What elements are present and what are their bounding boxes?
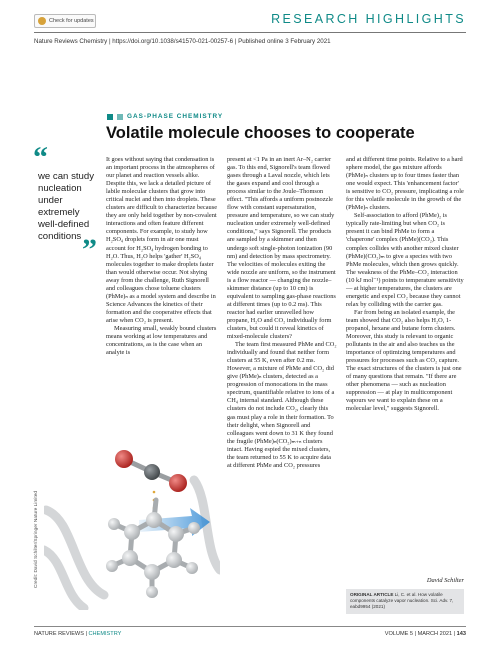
badge-label: Check for updates: [49, 18, 94, 24]
footer-journal-right: CHEMISTRY: [88, 631, 122, 637]
carbon-atom: [168, 526, 184, 542]
category-marker-icon: [117, 114, 123, 120]
body-column-3: [346, 156, 464, 414]
footer-rule: [34, 626, 466, 627]
image-credit-text: Credit: David Schilter/Springer Nature Limited: [34, 490, 39, 588]
molecule-illustration: [44, 420, 220, 610]
hydrogen-atom: [186, 562, 198, 574]
author-name: David Schilter: [426, 577, 464, 584]
footer-page-info: [385, 631, 466, 637]
paragraph: Far from being an isolated example, the team showed that CO₂ also helps H₂O, 1-propanol, hexane and butane form clusters. Moreover, this study is relevant to organic pollutants in the air and also teaches us the importance of optimizing temperatures and pressures for processes such as CO₂ capture. The exact structures of the clusters is just one of many questions that remain. "If there are other phenomena — such as nucleation suppression — at play in multicomponent vapours we want to explain these on a molecular level," suggests Signorell.: [346, 308, 462, 413]
footer-journal: [34, 631, 121, 637]
original-article-ref[interactable]: Li, C. et al. How volatile components catalyze vapor nucleation. Sci. Adv. 7, eabd9954 (2021): [350, 592, 454, 609]
footer-journal-left: NATURE REVIEWS: [34, 631, 84, 637]
header-rule: [34, 32, 466, 33]
original-article-box: [346, 589, 464, 614]
category-marker-icon: [107, 114, 113, 120]
pull-quote: we can study nucleation under extremely well-defined conditions: [38, 171, 94, 242]
section-header: RESEARCH HIGHLIGHTS: [271, 12, 466, 26]
carbon-atom: [144, 464, 160, 480]
footer-separator: |: [85, 631, 89, 637]
carbon-atom: [166, 552, 182, 568]
original-article-label: ORIGINAL ARTICLE: [350, 592, 394, 597]
category-label: [107, 113, 223, 120]
hydrogen-atom: [188, 522, 200, 534]
carbon-atom: [124, 524, 140, 540]
body-column-1: [106, 156, 218, 357]
paragraph: Self-association to afford (PhMe)₂ is typically rate-limiting but when CO₂ is present it can bind PhMe to form a 'chaperone' complex (PhMe)(CO₂). This complex collides with another mixed cluster (PhMe)(CO₂)ₘ to give a species with two PhMe molecules, which then grows quickly. The weakness of the PhMe–CO₂ interaction (10 kJ mol⁻¹) points to temperature sensitivity — at higher temperatures, the clusters are energetic and expel CO₂ because they cannot relax by colliding with the carrier gas.: [346, 212, 464, 308]
close-quote-icon: ”: [82, 233, 97, 266]
flow-line: [46, 510, 104, 595]
hydrogen-atom: [106, 560, 118, 572]
image-credit: [34, 468, 42, 588]
body-column-2: [227, 156, 337, 470]
category-text: GAS-PHASE CHEMISTRY: [127, 113, 224, 120]
carbon-atom: [146, 512, 162, 528]
check-for-updates-badge[interactable]: [34, 14, 96, 28]
paragraph: It goes without saying that condensation is an important process in the atmospheres of our planet and reaction vessels alike. Despite this, we lack a detailed picture of labile molecular clusters that grow into critical nuclei and then into droplets. These clusters are difficult to characterize because they are only held together by non-covalent interactions and often feature different components. For example, to study how H₂SO₄ droplets form in air one must account for H₂SO₄ hydrogen bonding to H₂O. Thus, H₂O helps 'gather' H₂SO₄ molecules together to make droplets faster than would otherwise occur. Not shying away from the challenge, Ruth Signorell and colleagues chose toluene clusters (PhMe)ₙ as a model system and describe in Science Advances the kinetics of their formation and the cooperative effects that arise when CO₂ is present.: [106, 156, 218, 324]
paragraph: and at different time points. Relative to a hard sphere model, the gas mixture affords (PhMe)ₙ clusters up to four times faster than one would expect. This 'enhancement factor' is sensitive to CO₂ pressure, implicating a role for this volatile molecule in the growth of the (PhMe)ₙ clusters.: [346, 156, 464, 212]
paragraph: present at <1 Pa in an inert Ar–N₂ carrier gas. To this end, Signorell's team flowed gases through a Laval nozzle, which lets the gases expand and cool through a process similar to the Joule–Thomson effect. "This affords a uniform postnozzle flow with constant supersaturation, pressure and temperature, so we can study nucleation under extremely well-defined conditions," says Signorell. The products are sampled by a skimmer and then undergo soft single-photon ionization (90 nm) and detection by mass spectrometry. The velocities of molecules exiting the wide nozzle are uniform, so the instrument is a flow reactor — changing the nozzle–skimmer distance (up to 10 cm) is equivalent to sampling gas-phase reactions at different times (up to 0.2 ms). This reactor had earlier unravelled how propane, H₂O and CO₂ individually form clusters, but could it reveal kinetics of mixed-molecule clusters?: [227, 156, 336, 341]
carbon-atom: [144, 564, 160, 580]
hydrogen-atom: [146, 586, 158, 598]
carbon-atom: [122, 550, 138, 566]
page-number: 143: [456, 631, 466, 637]
paragraph: Measuring small, weakly bound clusters means working at low temperatures and concentrations, as is the case when an analyte is: [106, 324, 217, 357]
footer-volume: VOLUME 5 | MARCH 2021 |: [384, 631, 456, 637]
update-icon: [38, 17, 46, 25]
open-quote-icon: “: [33, 141, 48, 174]
article-meta: Nature Reviews Chemistry | https://doi.org/10.1038/s41570-021-00257-6 | Published online 3 February 2021: [34, 38, 331, 45]
paragraph: The team first measured PhMe and CO₂ individually and found that neither form clusters at 55 K, even after 0.2 ms. However, a mixture of PhMe and CO₂ did give (PhMe)ₙ clusters, detected as a progression of monocations in the mass spectrum, quantifiable relative to ions of a CH₄ internal standard. Although these clusters do not include CO₂, clearly this gas must play a role in their formation. To their delight, when Signorell and colleagues went down to 31 K they found the fragile (PhMe)ₙ(CO₂)ₘ₊ₙ clusters intact. Having espied the mixed clusters, the team returned to 55 K to acquire data at different PhMe and CO₂ pressures: [227, 341, 337, 469]
article-title: Volatile molecule chooses to cooperate: [106, 124, 415, 142]
hydrogen-atom: [108, 518, 120, 530]
oxygen-atom: [169, 474, 187, 492]
oxygen-atom: [115, 450, 133, 468]
